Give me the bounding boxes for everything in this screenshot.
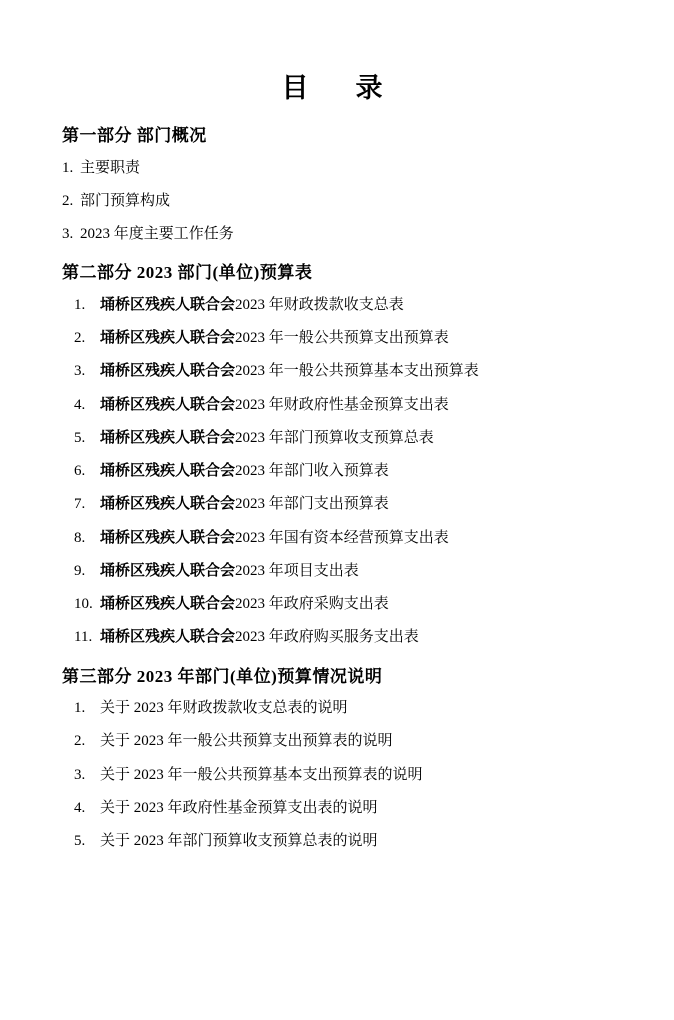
toc-item-label xyxy=(100,493,612,516)
toc-item-number: 1. xyxy=(74,700,86,716)
toc-section xyxy=(62,664,612,854)
page-title: 目 录 xyxy=(281,73,393,103)
toc-item-number: 1. xyxy=(62,159,74,176)
section-heading: 第一部分 部门概况 xyxy=(62,126,207,145)
toc-item[interactable] xyxy=(74,593,612,616)
toc-item-number: 7. xyxy=(74,496,86,513)
toc-item-text: 2023 年项目支出表 xyxy=(235,562,359,579)
toc-item-number: 2. xyxy=(74,330,86,346)
toc-item-number: 4. xyxy=(74,396,86,413)
toc-item-label xyxy=(100,560,612,583)
toc-item[interactable] xyxy=(74,626,612,649)
toc-item-label: 关于 2023 年政府性基金预算支出表的说明 xyxy=(100,799,378,816)
toc-item-number: 2. xyxy=(74,733,86,750)
table-of-contents xyxy=(62,123,612,853)
toc-item-number: 3. xyxy=(74,363,86,380)
toc-item-number: 5. xyxy=(74,429,86,446)
toc-item-number: 1. xyxy=(74,296,86,313)
toc-item-number: 11. xyxy=(74,629,93,646)
toc-item-text: 2023 年一般公共预算支出预算表 xyxy=(235,330,449,346)
toc-item[interactable] xyxy=(74,460,612,483)
toc-item-label xyxy=(100,294,612,317)
toc-item-entity: 埇桥区残疾人联合会 xyxy=(100,296,236,313)
toc-item-label: 主要职责 xyxy=(80,159,141,176)
toc-item-text: 2023 年一般公共预算基本支出预算表 xyxy=(235,363,479,380)
toc-item-text: 2023 年财政拨款收支总表 xyxy=(235,296,404,313)
toc-item[interactable] xyxy=(74,294,612,317)
toc-item-text: 2023 年部门支出预算表 xyxy=(235,496,389,513)
toc-item-label xyxy=(100,460,612,483)
toc-item-number: 10. xyxy=(74,596,93,612)
toc-item-label: 关于 2023 年一般公共预算基本支出预算表的说明 xyxy=(100,766,423,783)
toc-item-entity: 埇桥区残疾人联合会 xyxy=(100,496,236,513)
toc-section xyxy=(62,260,612,649)
toc-item-label: 2023 年度主要工作任务 xyxy=(80,226,234,242)
toc-item-entity: 埇桥区残疾人联合会 xyxy=(100,463,236,479)
toc-item-label: 关于 2023 年部门预算收支预算总表的说明 xyxy=(100,833,378,849)
toc-item-number: 4. xyxy=(74,799,86,816)
toc-item[interactable] xyxy=(62,157,612,180)
toc-item-label xyxy=(100,593,612,616)
toc-item[interactable] xyxy=(74,427,612,450)
toc-item-label: 关于 2023 年财政拨款收支总表的说明 xyxy=(100,700,348,716)
toc-section xyxy=(62,123,612,246)
toc-item-number: 2. xyxy=(62,192,74,209)
toc-item-number: 8. xyxy=(74,529,86,546)
toc-item-entity: 埇桥区残疾人联合会 xyxy=(100,429,236,446)
toc-item-label xyxy=(100,626,612,649)
toc-item-label xyxy=(100,527,612,550)
toc-item-number: 3. xyxy=(62,226,74,242)
toc-item-label: 关于 2023 年一般公共预算支出预算表的说明 xyxy=(100,733,393,750)
toc-item-entity: 埇桥区残疾人联合会 xyxy=(100,330,236,346)
toc-item[interactable] xyxy=(74,830,612,853)
toc-item[interactable] xyxy=(74,327,612,350)
toc-item-label xyxy=(100,360,612,383)
toc-item[interactable] xyxy=(74,730,612,753)
toc-item-text: 2023 年政府采购支出表 xyxy=(235,596,389,612)
toc-item-label xyxy=(100,427,612,450)
toc-item[interactable] xyxy=(74,360,612,383)
toc-item-entity: 埇桥区残疾人联合会 xyxy=(100,562,236,579)
toc-item-label xyxy=(100,327,612,350)
toc-item-label: 部门预算构成 xyxy=(80,192,171,209)
toc-item[interactable] xyxy=(74,527,612,550)
toc-item-number: 6. xyxy=(74,463,86,479)
toc-item-text: 2023 年财政府性基金预算支出表 xyxy=(235,396,449,413)
toc-item-entity: 埇桥区残疾人联合会 xyxy=(100,629,236,646)
toc-item-number: 9. xyxy=(74,562,86,579)
section-heading: 第二部分 2023 部门(单位)预算表 xyxy=(62,263,313,283)
toc-item-number: 3. xyxy=(74,766,86,783)
section-heading: 第三部分 2023 年部门(单位)预算情况说明 xyxy=(62,666,383,686)
toc-item[interactable] xyxy=(74,764,612,787)
toc-item-label xyxy=(100,394,612,417)
toc-item[interactable] xyxy=(62,223,612,246)
toc-item-text: 2023 年部门收入预算表 xyxy=(235,463,389,479)
toc-item[interactable] xyxy=(74,560,612,583)
toc-item[interactable] xyxy=(74,394,612,417)
toc-item-entity: 埇桥区残疾人联合会 xyxy=(100,396,236,413)
toc-item[interactable] xyxy=(74,493,612,516)
toc-item[interactable] xyxy=(74,797,612,820)
toc-item-number: 5. xyxy=(74,833,86,849)
toc-item-entity: 埇桥区残疾人联合会 xyxy=(100,596,236,612)
toc-item-text: 2023 年国有资本经营预算支出表 xyxy=(235,529,449,546)
toc-item-entity: 埇桥区残疾人联合会 xyxy=(100,529,236,546)
toc-item-text: 2023 年部门预算收支预算总表 xyxy=(235,429,434,446)
toc-item-text: 2023 年政府购买服务支出表 xyxy=(235,629,419,646)
toc-item-entity: 埇桥区残疾人联合会 xyxy=(100,363,236,380)
toc-item[interactable] xyxy=(74,697,612,720)
toc-item[interactable] xyxy=(62,190,612,213)
document-page xyxy=(0,66,674,1020)
